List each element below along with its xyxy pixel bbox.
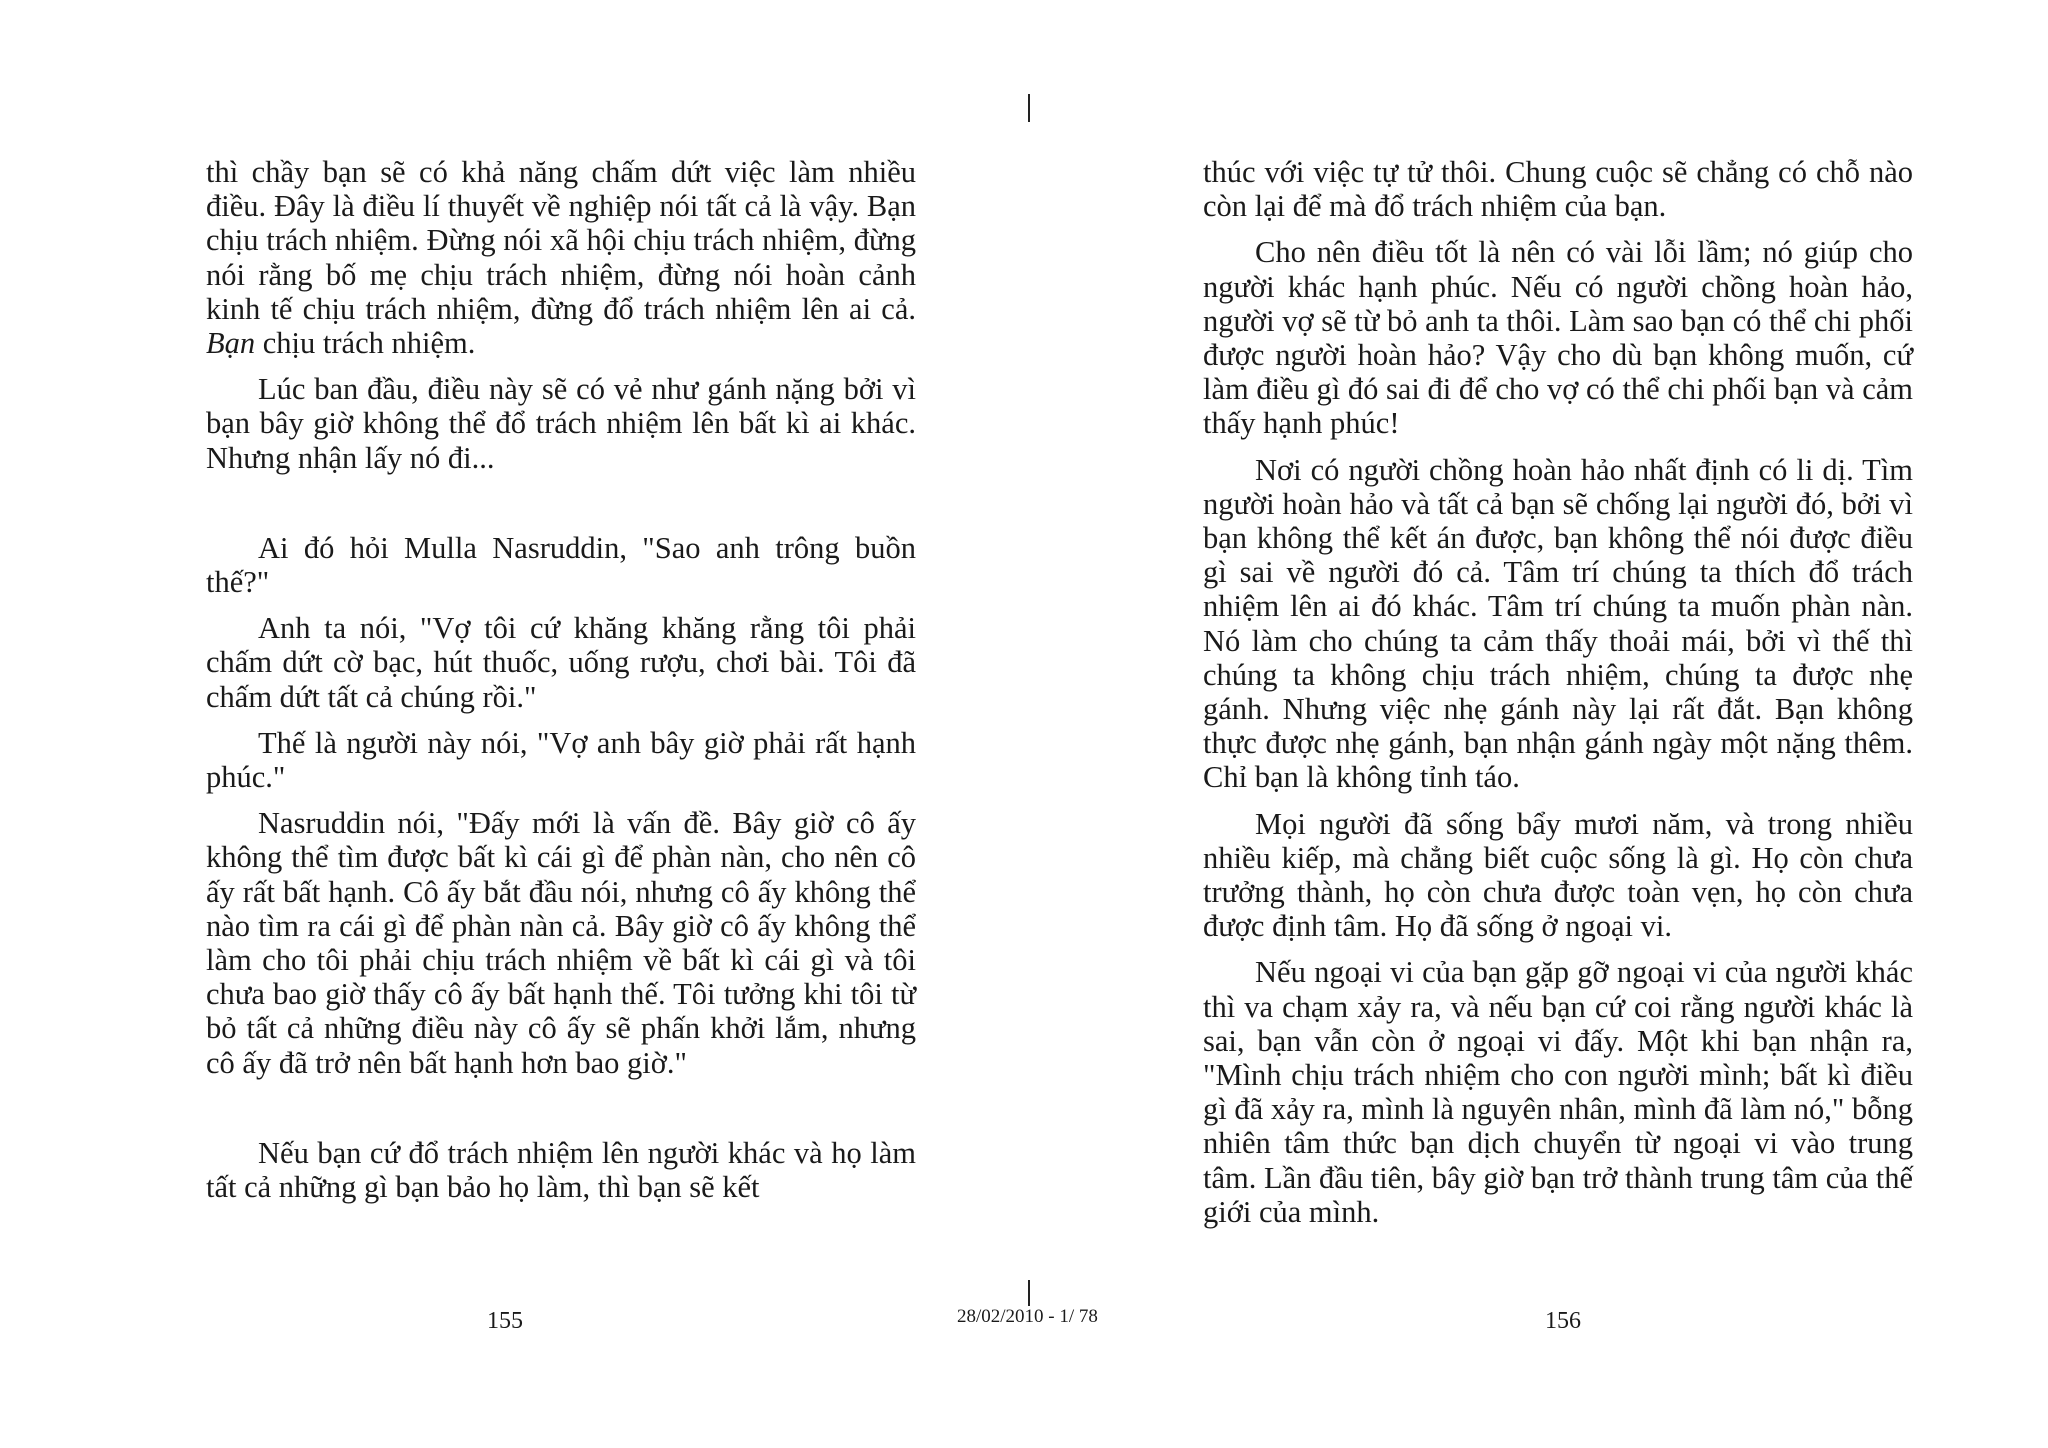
crop-mark-top (1028, 94, 1030, 122)
right-page-number: 156 (1545, 1308, 1581, 1334)
left-page (206, 155, 916, 1216)
left-paragraph-1 (206, 155, 916, 360)
left-paragraph-1-emphasis: Bạn (206, 326, 256, 361)
left-paragraph-2: Lúc ban đầu, điều này sẽ có vẻ như gánh nặng bởi vì bạn bây giờ không thể đổ trách nhiệm lên bất kì ai khác. Nhưng nhận lấy nó đi... (206, 372, 916, 475)
left-paragraph-4: Anh ta nói, "Vợ tôi cứ khăng khăng rằng tôi phải chấm dứt cờ bạc, hút thuốc, uống rượu, chơi bài. Tôi đã chấm dứt tất cả chúng rồi." (206, 611, 916, 714)
footer-date: 28/02/2010 - 1/ 78 (957, 1306, 1098, 1327)
left-paragraph-7: Nếu bạn cứ đổ trách nhiệm lên người khác và họ làm tất cả những gì bạn bảo họ làm, thì bạn sẽ kết (206, 1135, 916, 1205)
left-paragraph-5: Thế là người này nói, "Vợ anh bây giờ phải rất hạnh phúc." (206, 725, 916, 795)
right-paragraph-2: Cho nên điều tốt là nên có vài lỗi lầm; nó giúp cho người khác hạnh phúc. Nếu có người chồng hoàn hảo, người vợ sẽ từ bỏ anh ta thôi. Làm sao bạn có thể chi phối được người hoàn hảo? Vậy cho dù bạn không muốn, cứ làm điều gì đó sai đi để cho vợ có thể chi phối bạn và cảm thấy hạnh phúc! (1203, 235, 1913, 441)
left-paragraph-1-text: thì chầy bạn sẽ có khả năng chấm dứt việc làm nhiều điều. Đây là điều lí thuyết về nghiệp nói tất cả là vậy. Bạn chịu trách nhiệm. Đừng nói xã hội chịu trách nhiệm, đừng nói rằng bố mẹ chịu trách nhiệm, đừng nói hoàn cảnh kinh tế chịu trách nhiệm, đừng đổ trách nhiệm lên ai cả. (206, 155, 916, 326)
right-paragraph-1: thúc với việc tự tử thôi. Chung cuộc sẽ chẳng có chỗ nào còn lại để mà đổ trách nhiệm của bạn. (1203, 155, 1913, 224)
left-paragraph-6: Nasruddin nói, "Đấy mới là vấn đề. Bây giờ cô ấy không thể tìm được bất kì cái gì để phàn nàn, cho nên cô ấy rất bất hạnh. Cô ấy bắt đầu nói, nhưng cô ấy không thể nào tìm ra cái gì để phàn nàn cả. Bây giờ cô ấy không thể làm cho tôi phải chịu trách nhiệm về bất kì cái gì và tôi chưa bao giờ thấy cô ấy bất hạnh thế. Tôi tưởng khi tôi từ bỏ tất cả những điều này cô ấy sẽ phấn khởi lắm, nhưng cô ấy đã trở nên bất hạnh hơn bao giờ." (206, 806, 916, 1080)
right-page (1203, 155, 1913, 1241)
right-paragraph-5: Nếu ngoại vi của bạn gặp gỡ ngoại vi của người khác thì va chạm xảy ra, và nếu bạn cứ coi rằng người khác là sai, bạn vẫn còn ở ngoại vi đấy. Một khi bạn nhận ra, "Mình chịu trách nhiệm cho con người mình; bất kì điều gì đã xảy ra, mình là nguyên nhân, mình đã làm nó," bỗng nhiên tâm thức bạn dịch chuyển từ ngoại vi vào trung tâm. Lần đầu tiên, bây giờ bạn trở thành trung tâm của thế giới của mình. (1203, 955, 1913, 1229)
left-paragraph-3: Ai đó hỏi Mulla Nasruddin, "Sao anh trông buồn thế?" (206, 530, 916, 600)
crop-mark-bottom (1028, 1280, 1030, 1306)
right-paragraph-3: Nơi có người chồng hoàn hảo nhất định có li dị. Tìm người hoàn hảo và tất cả bạn sẽ chống lại người đó, bởi vì bạn không thể kết án được, bạn không thể nói được điều gì sai về người đó cả. Tâm trí chúng ta thích đổ trách nhiệm lên ai đó khác. Tâm trí chúng ta muốn phàn nàn. Nó làm cho chúng ta cảm thấy thoải mái, bởi vì thế thì chúng ta không chịu trách nhiệm, chúng ta được nhẹ gánh. Nhưng việc nhẹ gánh này lại rất đắt. Bạn không thực được nhẹ gánh, bạn nhận gánh ngày một nặng thêm. Chỉ bạn là không tỉnh táo. (1203, 452, 1913, 795)
left-page-number: 155 (487, 1308, 523, 1334)
left-paragraph-1-end: chịu trách nhiệm. (255, 326, 476, 361)
right-paragraph-4: Mọi người đã sống bẩy mươi năm, và trong nhiều nhiều kiếp, mà chẳng biết cuộc sống là gì. Họ còn chưa trưởng thành, họ còn chưa được toàn vẹn, họ còn chưa được định tâm. Họ đã sống ở ngoại vi. (1203, 806, 1913, 944)
